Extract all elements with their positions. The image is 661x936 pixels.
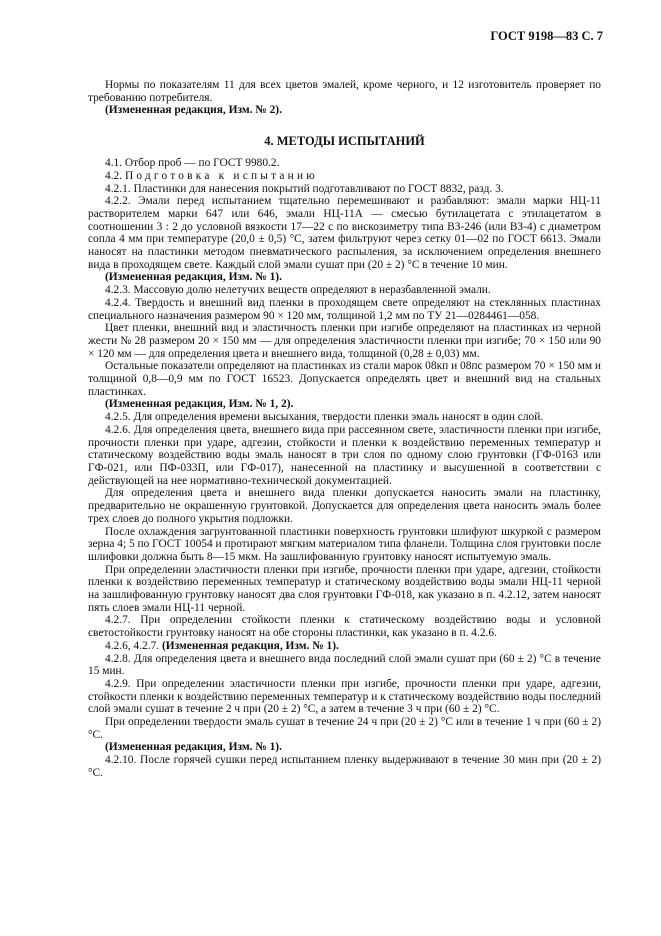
text: 4.2.10. После горячей сушки перед испытанием пленку выдерживают в течение 30 мин при (20 ± 2) °С. (88, 754, 601, 779)
paragraph (88, 487, 601, 525)
paragraph (88, 640, 601, 653)
section-title: 4. МЕТОДЫ ИСПЫТАНИЙ (264, 134, 425, 149)
paragraph (88, 754, 601, 779)
text: 4.2.6. Для определения цвета, внешнего вида при рассеянном свете, эластичности пленки при изгибе, прочности пленки при ударе, адгезии, стойкости и пленки к воздействию переменных температур и статическому воздействию воды эмаль наносят в три слоя по одному слою грунтовки (ГФ-0163 или ГФ-021, или ПФ-033П, или ГФ-017), нанесенной на пластинку и высушенной в соответствии с действующей на нее нормативно-технической документацией. (88, 423, 601, 487)
text: При определении эластичности пленки при изгибе, прочности пленки при ударе, адгезии, стойкости пленки к воздействию переменных температур и статическому воздействию воды эмали НЦ-11 черной на зашлифованную грунтовку наносят два слоя грунтовки ГФ-018, как указано в п. 4.2.12, затем наносят пять слоев эмали НЦ-11 черной. (88, 563, 601, 614)
amendment-note (88, 741, 601, 754)
text: Для определения цвета и внешнего вида пленки допускается наносить эмали на пластинку, предварительно не окрашенную грунтовкой. Допускается для определения цвета наносить эмаль более трех слоев до полного укрытия подложки. (88, 487, 601, 525)
paragraph (88, 284, 601, 297)
text: 4.2. (105, 169, 125, 182)
text: 4.1. Отбор проб — по ГОСТ 9980.2. (105, 157, 280, 170)
paragraph (88, 653, 601, 678)
paragraph (88, 183, 601, 196)
text: 4.2.6, 4.2.7. (105, 639, 162, 652)
bold-text: (Измененная редакция, Изм. № 1). (105, 271, 282, 284)
paragraph (88, 424, 601, 488)
text: При определении твердости эмаль сушат в течение 24 ч при (20 ± 2) °С или в течение 1 ч при (60 ± 2) °С. (88, 716, 601, 741)
paragraph (88, 297, 601, 322)
spaced-heading: Подготовка к испытанию (124, 169, 318, 182)
paragraph (88, 157, 601, 170)
page-header: ГОСТ 9198—83 С. 7 (490, 29, 603, 43)
paragraph (88, 411, 601, 424)
amendment-note (88, 271, 601, 284)
paragraph (88, 322, 601, 360)
paragraph (88, 564, 601, 615)
text: 4.2.1. Пластинки для нанесения покрытий подготавливают по ГОСТ 8832, разд. 3. (105, 182, 504, 195)
amendment-note: (Измененная редакция, Изм. № 2). (105, 104, 282, 117)
paragraph (88, 678, 601, 716)
bold-text: (Измененная редакция, Изм. № 1). (105, 741, 282, 754)
paragraph (88, 170, 601, 183)
paragraph (88, 526, 601, 564)
document-body (88, 79, 601, 780)
paragraph (88, 195, 601, 271)
text: После охлаждения загрунтованной пластинки поверхность грунтовки шлифуют шкуркой с размером зерна 4; 5 по ГОСТ 10054 и протирают мягким материалом типа фланели. Толщина слоя грунтовки после шлифовки должна быть 8—15 мкм. На зашлифованную грунтовку наносят испытуемую эмаль. (88, 525, 602, 563)
paragraph (88, 360, 601, 398)
paragraph: Нормы по показателям 11 для всех цветов эмалей, кроме черного, и 12 изготовитель проверяет по требованию потребителя. (88, 79, 601, 104)
paragraph-list (88, 157, 601, 779)
text: 4.2.7. При определении стойкости пленки к статическому воздействию воды и условной светостойкости грунтовку наносят на обе стороны пластинки, как указано в п. 4.2.6. (88, 614, 601, 640)
text: 4.2.2. Эмали перед испытанием тщательно перемешивают и разбавляют: эмали марки НЦ-11 растворителем марки 647 или 646, эмали НЦ-11А — смесью бутилацетата с этилацетатом в соотношении 3 : 2 до условной вязкости 17—22 с по вискозиметру типа ВЗ-246 (или ВЗ-4) с диаметром сопла 4 мм при температуре (20,0 ± 0,5) °С, затем фильтруют через сетку 01—02 по ГОСТ 6613. Эмали наносят на пластинки методом пневматического распыления, за исключением определения внешнего вида в проходящем свете. Каждый слой эмали сушат при (20 ± 2) °С в течение 10 мин. (88, 195, 601, 271)
text: 4.2.5. Для определения времени высыхания, твердости пленки эмаль наносят в один слой. (105, 411, 544, 424)
text: 4.2.4. Твердость и внешний вид пленки в проходящем свете определяют на стеклянных пластинах специального назначения размером 90 × 120 мм, толщиной 1,2 мм по ТУ 21—0284461—058. (88, 296, 601, 322)
bold-text: (Измененная редакция, Изм. № 1, 2). (105, 398, 294, 411)
text: 4.2.8. Для определения цвета и внешнего вида последний слой эмали сушат при (60 ± 2) °С в течение 15 мин. (88, 652, 601, 678)
paragraph (88, 614, 601, 639)
text: 4.2.3. Массовую долю нелетучих веществ определяют в неразбавленной эмали. (105, 284, 491, 297)
text: Остальные показатели определяют на пластинках из стали марок 08кп и 08пс размером 70 × 150 мм и толщиной 0,8—0,9 мм по ГОСТ 16523. Допускается определять цвет и внешний вид на стальных пластинках. (88, 360, 601, 398)
amendment-note (88, 398, 601, 411)
text: 4.2.9. При определении эластичности пленки при изгибе, прочности пленки при ударе, адгезии, стойкости пленки к воздействию переменных температур и к статическому воздействию воды последний слой эмали сушат в течение 2 ч при (20 ± 2) °С, а затем в течение 3 ч при (60 ± 2) °С. (88, 677, 601, 716)
bold-text: (Измененная редакция, Изм. № 1). (161, 639, 339, 652)
paragraph (88, 716, 601, 741)
text: Цвет пленки, внешний вид и эластичность пленки при изгибе определяют на пластинках из черной жести № 28 размером 20 × 150 мм — для определения эластичности пленки при изгибе; 70 × 150 или 90 × 120 мм — для определения цвета и внешнего вида, толщиной (0,28 ± 0,03) мм. (88, 322, 601, 360)
